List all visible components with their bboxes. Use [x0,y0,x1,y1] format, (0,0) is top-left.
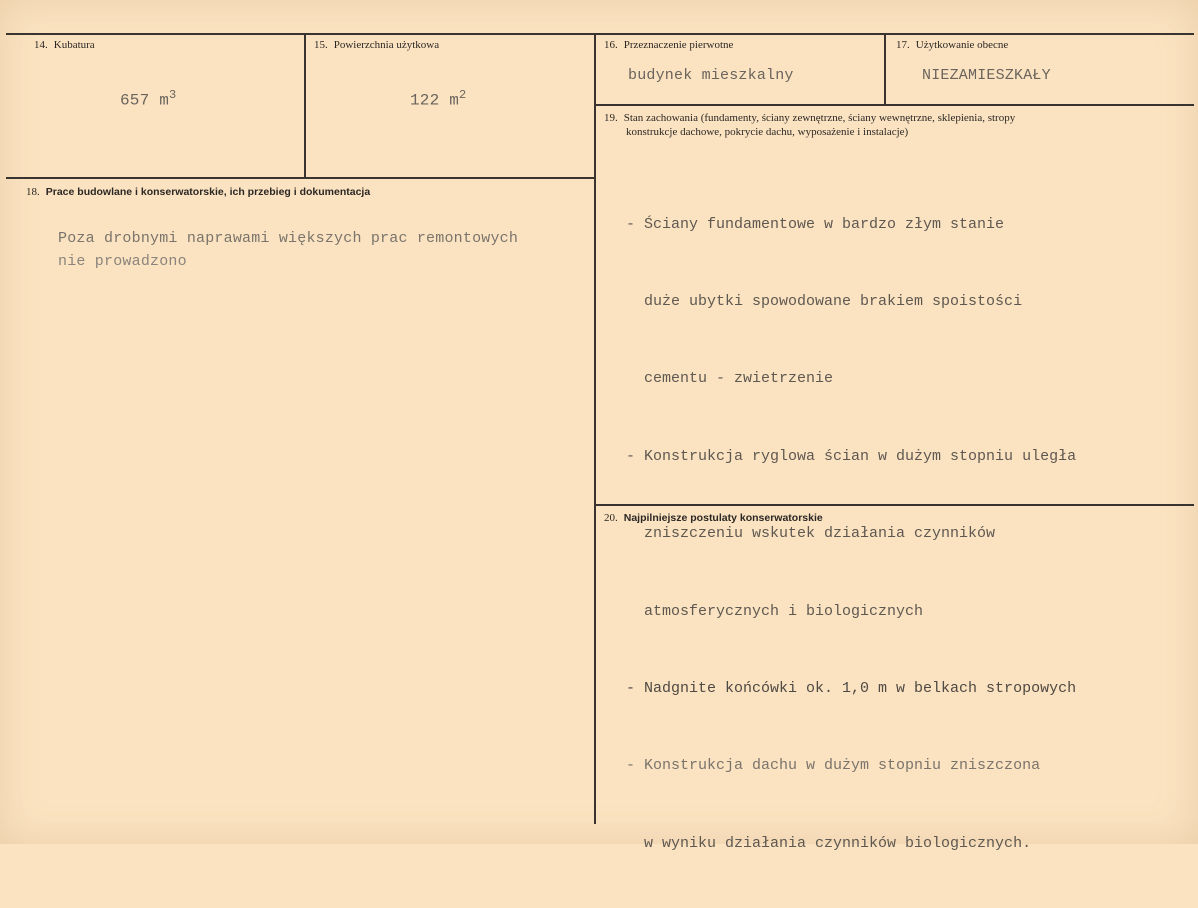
field-17-value: NIEZAMIESZKAŁY [922,67,1051,84]
field-16-value: budynek mieszkalny [628,67,794,84]
condition-line: atmosferycznych i biologicznych [626,602,924,620]
divider-16-17 [884,33,886,105]
field-16-label: 16. Przeznaczenie pierwotne [604,39,734,51]
field-18-line-2: nie prowadzono [58,253,187,270]
field-17-label: 17. Użytkowanie obecne [896,39,1009,51]
top-border [6,33,1194,35]
field-19-label: 19. Stan zachowania (fundamenty, ściany zewnętrzne, ściany wewnętrzne, sklepienia, stropy konstrukcje dachowe, pokrycie dachu, wyposażenie i instalacje) [604,112,1016,138]
field-15-value: 122 $m^2$ [410,88,467,110]
divider-center [594,33,596,824]
condition-line: zniszczeniu wskutek działania czynników [626,525,996,543]
condition-line: - Nadgnite końcówki ok. 1,0 m w belkach stropowych [626,679,1077,697]
field-18-line-1: Poza drobnymi naprawami większych prac remontowych [58,230,519,247]
field-15-label: 15. Powierzchnia użytkowa [314,39,440,51]
field-18-label: 18. Prace budowlane i konserwatorskie, ich przebieg i dokumentacja [26,186,371,198]
divider-16-19 [594,104,1194,106]
condition-line: - Konstrukcja ryglowa ścian w dużym stopniu uległa [626,447,1077,465]
divider-14-15 [304,33,306,178]
condition-line: cementu - zwietrzenie [626,370,834,388]
condition-line: duże ubytki spowodowane brakiem spoistości [626,292,1023,310]
field-19-text [626,160,1076,908]
condition-line: - Ściany fundamentowe w bardzo złym stanie [626,215,1005,233]
condition-line: w wyniku działania czynników biologicznych. [626,834,1032,852]
field-20-label: 20. Najpilniejsze postulaty konserwatorskie [604,512,823,524]
field-14-value: 657 $m^3$ [120,88,177,110]
condition-line: - Konstrukcja dachu w dużym stopniu zniszczona [626,757,1041,775]
field-14-label: 14. Kubatura [34,39,95,51]
divider-15-18 [6,177,596,179]
